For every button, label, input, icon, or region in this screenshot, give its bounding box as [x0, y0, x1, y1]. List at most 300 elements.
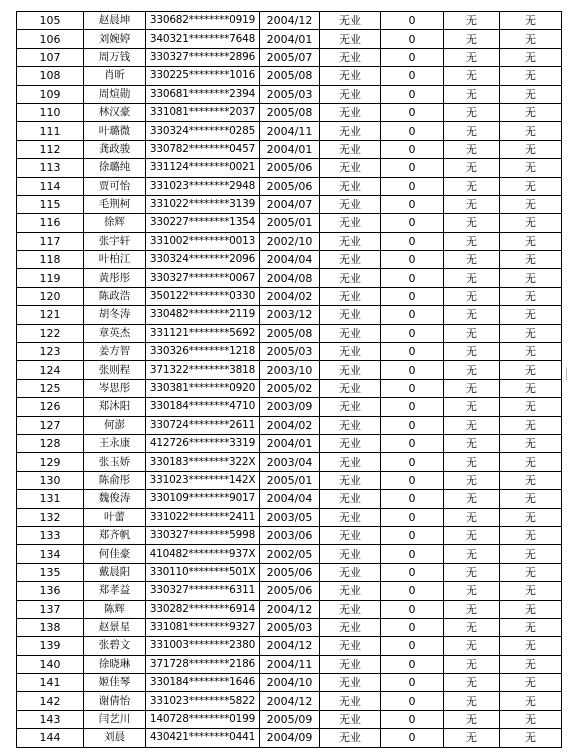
cell-id-number: 330327********6311 [146, 582, 260, 600]
cell-index: 110 [17, 103, 84, 121]
cell-occupation: 无业 [320, 67, 381, 85]
cell-birth-month: 2004/11 [260, 655, 320, 673]
cell-occupation: 无业 [320, 563, 381, 581]
cell-name: 赵景星 [84, 618, 146, 636]
cell-field-b: 无 [500, 416, 562, 434]
cell-birth-month: 2004/07 [260, 195, 320, 213]
cell-field-a: 无 [444, 324, 500, 342]
cell-count: 0 [381, 508, 444, 526]
cell-field-b: 无 [500, 159, 562, 177]
cell-index: 129 [17, 453, 84, 471]
cell-field-b: 无 [500, 508, 562, 526]
cell-birth-month: 2005/03 [260, 85, 320, 103]
cell-birth-month: 2005/06 [260, 582, 320, 600]
cell-name: 肖昕 [84, 67, 146, 85]
cell-birth-month: 2004/04 [260, 490, 320, 508]
cell-index: 124 [17, 361, 84, 379]
cell-field-a: 无 [444, 361, 500, 379]
cell-index: 132 [17, 508, 84, 526]
cell-birth-month: 2004/09 [260, 729, 320, 747]
cell-birth-month: 2004/12 [260, 12, 320, 30]
table-row [17, 12, 562, 30]
cell-count: 0 [381, 30, 444, 48]
cell-id-number: 371728********2186 [146, 655, 260, 673]
cell-count: 0 [381, 582, 444, 600]
cell-field-a: 无 [444, 729, 500, 747]
cell-name: 赵晨坤 [84, 12, 146, 30]
cell-field-b: 无 [500, 710, 562, 728]
cell-field-b: 无 [500, 453, 562, 471]
cell-birth-month: 2004/02 [260, 416, 320, 434]
cell-name: 王永康 [84, 434, 146, 452]
cell-birth-month: 2003/12 [260, 306, 320, 324]
cell-id-number: 330184********4710 [146, 398, 260, 416]
cell-count: 0 [381, 159, 444, 177]
cell-occupation: 无业 [320, 306, 381, 324]
cell-count: 0 [381, 85, 444, 103]
cell-occupation: 无业 [320, 30, 381, 48]
cell-id-number: 140728********0199 [146, 710, 260, 728]
cell-field-a: 无 [444, 269, 500, 287]
table-row [17, 692, 562, 710]
cell-count: 0 [381, 600, 444, 618]
cell-name: 郑沐阳 [84, 398, 146, 416]
cell-field-b: 无 [500, 306, 562, 324]
cell-index: 122 [17, 324, 84, 342]
cell-id-number: 350122********0330 [146, 287, 260, 305]
cell-occupation: 无业 [320, 416, 381, 434]
cell-count: 0 [381, 692, 444, 710]
cell-name: 叶蕾 [84, 508, 146, 526]
table-row [17, 729, 562, 747]
cell-field-b: 无 [500, 655, 562, 673]
cell-occupation: 无业 [320, 490, 381, 508]
cell-count: 0 [381, 379, 444, 397]
cell-field-b: 无 [500, 618, 562, 636]
cell-field-b: 无 [500, 269, 562, 287]
table-row [17, 48, 562, 66]
table-row [17, 195, 562, 213]
cell-occupation: 无业 [320, 159, 381, 177]
cell-count: 0 [381, 177, 444, 195]
table-row [17, 67, 562, 85]
cell-index: 121 [17, 306, 84, 324]
cell-field-b: 无 [500, 692, 562, 710]
cell-occupation: 无业 [320, 526, 381, 544]
cell-field-a: 无 [444, 692, 500, 710]
cell-birth-month: 2005/03 [260, 343, 320, 361]
cell-name: 张碧文 [84, 637, 146, 655]
cell-birth-month: 2005/08 [260, 103, 320, 121]
cell-index: 131 [17, 490, 84, 508]
cell-id-number: 330110********501X [146, 563, 260, 581]
cell-field-a: 无 [444, 343, 500, 361]
table-row [17, 618, 562, 636]
table-row [17, 103, 562, 121]
table-row [17, 508, 562, 526]
cell-field-a: 无 [444, 67, 500, 85]
cell-field-b: 无 [500, 563, 562, 581]
cell-id-number: 331081********2037 [146, 103, 260, 121]
cell-index: 134 [17, 545, 84, 563]
cell-field-b: 无 [500, 85, 562, 103]
cell-name: 张宇轩 [84, 232, 146, 250]
cell-id-number: 331124********0021 [146, 159, 260, 177]
table-row [17, 30, 562, 48]
cell-field-b: 无 [500, 287, 562, 305]
table-row [17, 526, 562, 544]
cell-field-a: 无 [444, 122, 500, 140]
cell-field-a: 无 [444, 85, 500, 103]
cell-index: 123 [17, 343, 84, 361]
cell-name: 徐晓琳 [84, 655, 146, 673]
cell-occupation: 无业 [320, 214, 381, 232]
cell-field-b: 无 [500, 232, 562, 250]
cell-field-b: 无 [500, 600, 562, 618]
cell-name: 林汉豪 [84, 103, 146, 121]
cell-id-number: 331003********2380 [146, 637, 260, 655]
cell-field-b: 无 [500, 637, 562, 655]
cell-birth-month: 2004/02 [260, 287, 320, 305]
cell-field-a: 无 [444, 655, 500, 673]
table-row [17, 434, 562, 452]
table-row [17, 453, 562, 471]
cell-field-a: 无 [444, 12, 500, 30]
cell-name: 毛荆柯 [84, 195, 146, 213]
cell-field-a: 无 [444, 545, 500, 563]
cell-birth-month: 2004/01 [260, 140, 320, 158]
cell-index: 111 [17, 122, 84, 140]
cell-index: 119 [17, 269, 84, 287]
cell-occupation: 无业 [320, 710, 381, 728]
cell-field-a: 无 [444, 140, 500, 158]
table-row [17, 214, 562, 232]
table-row [17, 324, 562, 342]
cell-field-a: 无 [444, 287, 500, 305]
table-row [17, 251, 562, 269]
cell-name: 张则程 [84, 361, 146, 379]
table-row [17, 269, 562, 287]
cell-id-number: 330184********1646 [146, 674, 260, 692]
table-row [17, 490, 562, 508]
cell-occupation: 无业 [320, 655, 381, 673]
cell-index: 137 [17, 600, 84, 618]
cell-occupation: 无业 [320, 269, 381, 287]
cell-occupation: 无业 [320, 471, 381, 489]
cell-field-a: 无 [444, 471, 500, 489]
cell-id-number: 330183********322X [146, 453, 260, 471]
cell-field-b: 无 [500, 122, 562, 140]
cell-name: 姬佳琴 [84, 674, 146, 692]
cell-name: 郑齐帆 [84, 526, 146, 544]
cell-count: 0 [381, 563, 444, 581]
cell-index: 116 [17, 214, 84, 232]
cell-index: 105 [17, 12, 84, 30]
cell-name: 陈辉 [84, 600, 146, 618]
cell-index: 127 [17, 416, 84, 434]
cell-field-b: 无 [500, 545, 562, 563]
cell-birth-month: 2005/03 [260, 618, 320, 636]
cell-field-a: 无 [444, 434, 500, 452]
cell-birth-month: 2002/05 [260, 545, 320, 563]
cell-field-b: 无 [500, 490, 562, 508]
cell-count: 0 [381, 526, 444, 544]
cell-index: 117 [17, 232, 84, 250]
cell-occupation: 无业 [320, 232, 381, 250]
cell-field-b: 无 [500, 30, 562, 48]
cell-field-b: 无 [500, 195, 562, 213]
cell-occupation: 无业 [320, 453, 381, 471]
cell-id-number: 330381********0920 [146, 379, 260, 397]
cell-count: 0 [381, 674, 444, 692]
cell-occupation: 无业 [320, 508, 381, 526]
cell-birth-month: 2005/06 [260, 563, 320, 581]
cell-count: 0 [381, 710, 444, 728]
cell-occupation: 无业 [320, 692, 381, 710]
cell-field-b: 无 [500, 398, 562, 416]
cell-count: 0 [381, 48, 444, 66]
cell-field-a: 无 [444, 398, 500, 416]
cell-name: 徐璐纯 [84, 159, 146, 177]
cell-count: 0 [381, 195, 444, 213]
cell-field-a: 无 [444, 30, 500, 48]
cell-field-b: 无 [500, 214, 562, 232]
cell-field-a: 无 [444, 490, 500, 508]
cell-field-b: 无 [500, 361, 562, 379]
cell-name: 叶柏江 [84, 251, 146, 269]
cell-id-number: 331023********2948 [146, 177, 260, 195]
cell-birth-month: 2002/10 [260, 232, 320, 250]
cell-name: 何佳豪 [84, 545, 146, 563]
cell-occupation: 无业 [320, 140, 381, 158]
cell-field-a: 无 [444, 48, 500, 66]
cell-field-b: 无 [500, 12, 562, 30]
cell-occupation: 无业 [320, 729, 381, 747]
cell-occupation: 无业 [320, 122, 381, 140]
cell-name: 章英杰 [84, 324, 146, 342]
cell-id-number: 430421********0441 [146, 729, 260, 747]
cell-index: 135 [17, 563, 84, 581]
cell-name: 姜方智 [84, 343, 146, 361]
cell-name: 岑思彤 [84, 379, 146, 397]
cell-field-b: 无 [500, 343, 562, 361]
cell-birth-month: 2004/12 [260, 692, 320, 710]
cell-index: 144 [17, 729, 84, 747]
cell-occupation: 无业 [320, 545, 381, 563]
cell-count: 0 [381, 103, 444, 121]
cell-id-number: 412726********3319 [146, 434, 260, 452]
cell-birth-month: 2005/07 [260, 48, 320, 66]
cell-index: 133 [17, 526, 84, 544]
cell-name: 周煊勋 [84, 85, 146, 103]
cell-occupation: 无业 [320, 582, 381, 600]
table-row [17, 361, 562, 379]
table-row [17, 306, 562, 324]
cell-occupation: 无业 [320, 618, 381, 636]
cell-count: 0 [381, 251, 444, 269]
table-row [17, 398, 562, 416]
cell-index: 120 [17, 287, 84, 305]
cell-field-a: 无 [444, 453, 500, 471]
cell-id-number: 331023********142X [146, 471, 260, 489]
cell-field-a: 无 [444, 710, 500, 728]
table-row [17, 416, 562, 434]
cell-birth-month: 2005/02 [260, 379, 320, 397]
roster-body [17, 12, 562, 748]
cell-id-number: 330327********0067 [146, 269, 260, 287]
cell-id-number: 330724********2611 [146, 416, 260, 434]
cell-count: 0 [381, 637, 444, 655]
cell-id-number: 331121********5692 [146, 324, 260, 342]
cell-field-b: 无 [500, 140, 562, 158]
table-row [17, 600, 562, 618]
cell-count: 0 [381, 398, 444, 416]
cell-index: 142 [17, 692, 84, 710]
cell-count: 0 [381, 269, 444, 287]
cell-name: 龚政骏 [84, 140, 146, 158]
cell-field-a: 无 [444, 526, 500, 544]
cell-field-b: 无 [500, 379, 562, 397]
cell-id-number: 330327********2896 [146, 48, 260, 66]
cell-id-number: 410482********937X [146, 545, 260, 563]
table-row [17, 710, 562, 728]
cell-field-b: 无 [500, 582, 562, 600]
cell-occupation: 无业 [320, 637, 381, 655]
cell-occupation: 无业 [320, 343, 381, 361]
cell-index: 125 [17, 379, 84, 397]
table-row [17, 582, 562, 600]
cell-index: 136 [17, 582, 84, 600]
cell-count: 0 [381, 545, 444, 563]
cell-field-a: 无 [444, 177, 500, 195]
cell-name: 周万钱 [84, 48, 146, 66]
cell-field-a: 无 [444, 379, 500, 397]
cell-id-number: 331022********2411 [146, 508, 260, 526]
cell-id-number: 331022********3139 [146, 195, 260, 213]
cell-name: 戴晨阳 [84, 563, 146, 581]
cell-count: 0 [381, 140, 444, 158]
cell-count: 0 [381, 324, 444, 342]
cell-birth-month: 2004/01 [260, 434, 320, 452]
cell-index: 115 [17, 195, 84, 213]
cell-index: 130 [17, 471, 84, 489]
cell-name: 张玉娇 [84, 453, 146, 471]
cell-field-a: 无 [444, 674, 500, 692]
cell-field-b: 无 [500, 674, 562, 692]
cell-occupation: 无业 [320, 48, 381, 66]
cell-occupation: 无业 [320, 195, 381, 213]
cell-occupation: 无业 [320, 177, 381, 195]
cell-field-a: 无 [444, 306, 500, 324]
cell-name: 徐辉 [84, 214, 146, 232]
cell-index: 109 [17, 85, 84, 103]
cell-name: 谢倩怡 [84, 692, 146, 710]
cell-occupation: 无业 [320, 398, 381, 416]
cell-index: 118 [17, 251, 84, 269]
cell-birth-month: 2005/08 [260, 324, 320, 342]
cell-field-b: 无 [500, 434, 562, 452]
cell-id-number: 330227********1354 [146, 214, 260, 232]
cell-occupation: 无业 [320, 674, 381, 692]
cell-birth-month: 2005/01 [260, 471, 320, 489]
cell-id-number: 330324********2096 [146, 251, 260, 269]
cell-name: 闫艺川 [84, 710, 146, 728]
table-row [17, 177, 562, 195]
cell-field-a: 无 [444, 582, 500, 600]
cell-field-b: 无 [500, 67, 562, 85]
cell-count: 0 [381, 214, 444, 232]
cell-count: 0 [381, 655, 444, 673]
cell-index: 139 [17, 637, 84, 655]
cell-index: 128 [17, 434, 84, 452]
cell-occupation: 无业 [320, 361, 381, 379]
table-row [17, 637, 562, 655]
cell-occupation: 无业 [320, 251, 381, 269]
cell-count: 0 [381, 490, 444, 508]
cell-field-b: 无 [500, 177, 562, 195]
cell-id-number: 331023********5822 [146, 692, 260, 710]
table-row [17, 85, 562, 103]
cell-id-number: 330109********9017 [146, 490, 260, 508]
cell-count: 0 [381, 343, 444, 361]
cell-count: 0 [381, 434, 444, 452]
cell-id-number: 340321********7648 [146, 30, 260, 48]
cell-birth-month: 2004/10 [260, 674, 320, 692]
cell-field-b: 无 [500, 324, 562, 342]
table-row [17, 287, 562, 305]
cell-id-number: 330782********0457 [146, 140, 260, 158]
cell-birth-month: 2005/09 [260, 710, 320, 728]
cell-name: 魏俊涛 [84, 490, 146, 508]
cell-name: 叶璐微 [84, 122, 146, 140]
table-row [17, 232, 562, 250]
cell-index: 114 [17, 177, 84, 195]
cell-field-a: 无 [444, 618, 500, 636]
cell-field-a: 无 [444, 416, 500, 434]
cell-field-a: 无 [444, 251, 500, 269]
cell-birth-month: 2003/06 [260, 526, 320, 544]
cell-field-b: 无 [500, 251, 562, 269]
table-row [17, 343, 562, 361]
table-row [17, 563, 562, 581]
cell-count: 0 [381, 729, 444, 747]
cell-birth-month: 2003/09 [260, 398, 320, 416]
cell-birth-month: 2005/06 [260, 177, 320, 195]
page-edge-mark [566, 368, 570, 380]
cell-occupation: 无业 [320, 103, 381, 121]
cell-name: 何澎 [84, 416, 146, 434]
cell-count: 0 [381, 122, 444, 140]
cell-field-a: 无 [444, 103, 500, 121]
table-row [17, 379, 562, 397]
cell-id-number: 330282********6914 [146, 600, 260, 618]
cell-field-b: 无 [500, 526, 562, 544]
cell-id-number: 331081********9327 [146, 618, 260, 636]
cell-occupation: 无业 [320, 434, 381, 452]
cell-name: 陈俞彤 [84, 471, 146, 489]
cell-id-number: 331002********0013 [146, 232, 260, 250]
cell-name: 黄彤彤 [84, 269, 146, 287]
cell-birth-month: 2004/11 [260, 122, 320, 140]
cell-field-b: 无 [500, 471, 562, 489]
cell-occupation: 无业 [320, 287, 381, 305]
cell-birth-month: 2004/12 [260, 600, 320, 618]
cell-index: 106 [17, 30, 84, 48]
cell-index: 112 [17, 140, 84, 158]
cell-field-b: 无 [500, 48, 562, 66]
cell-birth-month: 2003/04 [260, 453, 320, 471]
cell-birth-month: 2005/08 [260, 67, 320, 85]
